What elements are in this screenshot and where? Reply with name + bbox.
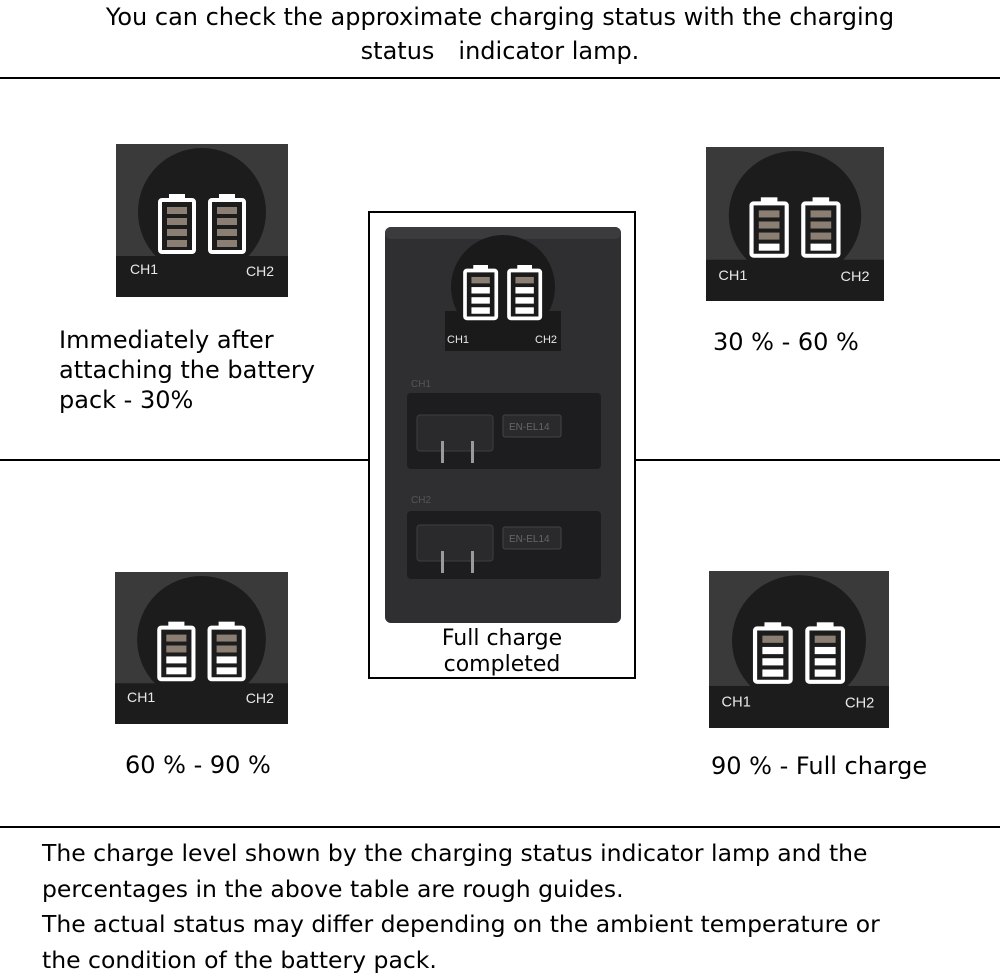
- state-label-60-90: 60 % - 90 %: [125, 751, 271, 779]
- battery-level-bar: [762, 636, 783, 643]
- slot2-battery-label: EN-EL14: [509, 534, 550, 545]
- indicator-photo-90-full: [709, 571, 889, 728]
- slot1-battery-label: EN-EL14: [509, 422, 550, 433]
- battery-cap: [817, 622, 834, 628]
- battery-cap: [761, 197, 778, 203]
- charger-full-charge-box: [368, 211, 636, 679]
- ch1-label: CH1: [718, 268, 748, 284]
- battery-level-bar: [166, 646, 186, 653]
- battery-level-bar: [759, 221, 780, 228]
- ch1-label: CH1: [721, 694, 751, 711]
- middle-divider-left: [0, 459, 369, 461]
- footer-divider: [0, 826, 1000, 828]
- slot2-label: CH2: [411, 495, 432, 506]
- battery-level-bar: [166, 667, 186, 674]
- battery-level-bar: [217, 646, 237, 653]
- battery-level-bar: [217, 667, 237, 674]
- slot1-label: CH1: [411, 379, 432, 390]
- charger-caption-line-2: completed: [443, 652, 561, 677]
- battery-level-bar: [217, 207, 237, 214]
- state-label-initial-2: attaching the battery: [59, 356, 315, 384]
- battery-cap: [813, 197, 830, 203]
- ch2-label: CH2: [840, 269, 870, 285]
- battery-level-bar: [166, 656, 186, 663]
- battery-level-bar: [762, 647, 783, 654]
- battery-level-bar: [217, 229, 237, 236]
- battery-level-bar: [471, 297, 489, 303]
- header-line-1: You can check the approximate charging status with the charging: [105, 3, 895, 31]
- state-label-30-60: 30 % - 60 %: [713, 328, 859, 356]
- battery-cap: [219, 194, 235, 200]
- battery-level-bar: [762, 670, 783, 677]
- battery-level-bar: [815, 658, 836, 665]
- indicator-photo-30-60: [706, 147, 884, 301]
- battery-level-bar: [217, 635, 237, 642]
- battery-cap: [169, 194, 185, 200]
- state-label-initial-1: Immediately after: [59, 326, 274, 354]
- battery-level-bar: [515, 297, 533, 303]
- ch2-label: CH2: [246, 263, 275, 279]
- indicator-photo-initial: [116, 144, 288, 297]
- battery-level-bar: [811, 244, 832, 251]
- battery-level-bar: [811, 221, 832, 228]
- battery-level-bar: [471, 277, 489, 283]
- footer-line-2: percentages in the above table are rough guides.: [42, 874, 624, 903]
- battery-level-bar: [167, 218, 187, 225]
- ch1-label: CH1: [127, 689, 156, 706]
- middle-divider-right: [635, 459, 1000, 461]
- battery-level-bar: [217, 656, 237, 663]
- charger-caption-line-1: Full charge: [441, 626, 563, 651]
- battery-level-bar: [762, 658, 783, 665]
- charger-ch1-label: CH1: [447, 334, 470, 346]
- ch2-label: CH2: [845, 695, 875, 712]
- battery-cap: [473, 265, 488, 271]
- battery-level-bar: [515, 287, 533, 293]
- footer-line-4: the condition of the battery pack.: [42, 945, 437, 974]
- battery-level-bar: [759, 210, 780, 217]
- state-label-90-full: 90 % - Full charge: [711, 752, 928, 780]
- battery-level-bar: [811, 210, 832, 217]
- header-divider: [0, 77, 1000, 79]
- footer-line-3: The actual status may differ depending on the ambient temperature or: [42, 910, 880, 938]
- ch2-label: CH2: [245, 690, 274, 707]
- battery-level-bar: [167, 207, 187, 214]
- battery-cap: [168, 622, 184, 628]
- battery-level-bar: [759, 233, 780, 240]
- battery-level-bar: [217, 240, 237, 247]
- footer-line-1: The charge level shown by the charging status indicator lamp and the: [42, 839, 868, 867]
- battery-level-bar: [811, 233, 832, 240]
- battery-level-bar: [515, 277, 533, 283]
- footer-notes: [42, 836, 982, 977]
- battery-level-bar: [759, 244, 780, 251]
- indicator-photo-60-90: [115, 572, 288, 724]
- ch1-label: CH1: [130, 261, 159, 277]
- battery-level-bar: [471, 287, 489, 293]
- battery-level-bar: [815, 647, 836, 654]
- battery-cap: [764, 622, 781, 628]
- state-label-initial-3: pack - 30%: [59, 386, 194, 414]
- battery-level-bar: [515, 307, 533, 313]
- battery-level-bar: [471, 307, 489, 313]
- battery-cap: [517, 265, 532, 271]
- battery-level-bar: [166, 635, 186, 642]
- charger-image: [383, 225, 623, 625]
- battery-level-bar: [167, 229, 187, 236]
- header-line-2: status indicator lamp.: [360, 37, 640, 65]
- battery-level-bar: [167, 240, 187, 247]
- battery-cap: [219, 622, 235, 628]
- charger-ch2-label: CH2: [535, 334, 558, 346]
- battery-level-bar: [217, 218, 237, 225]
- battery-level-bar: [815, 636, 836, 643]
- battery-level-bar: [815, 670, 836, 677]
